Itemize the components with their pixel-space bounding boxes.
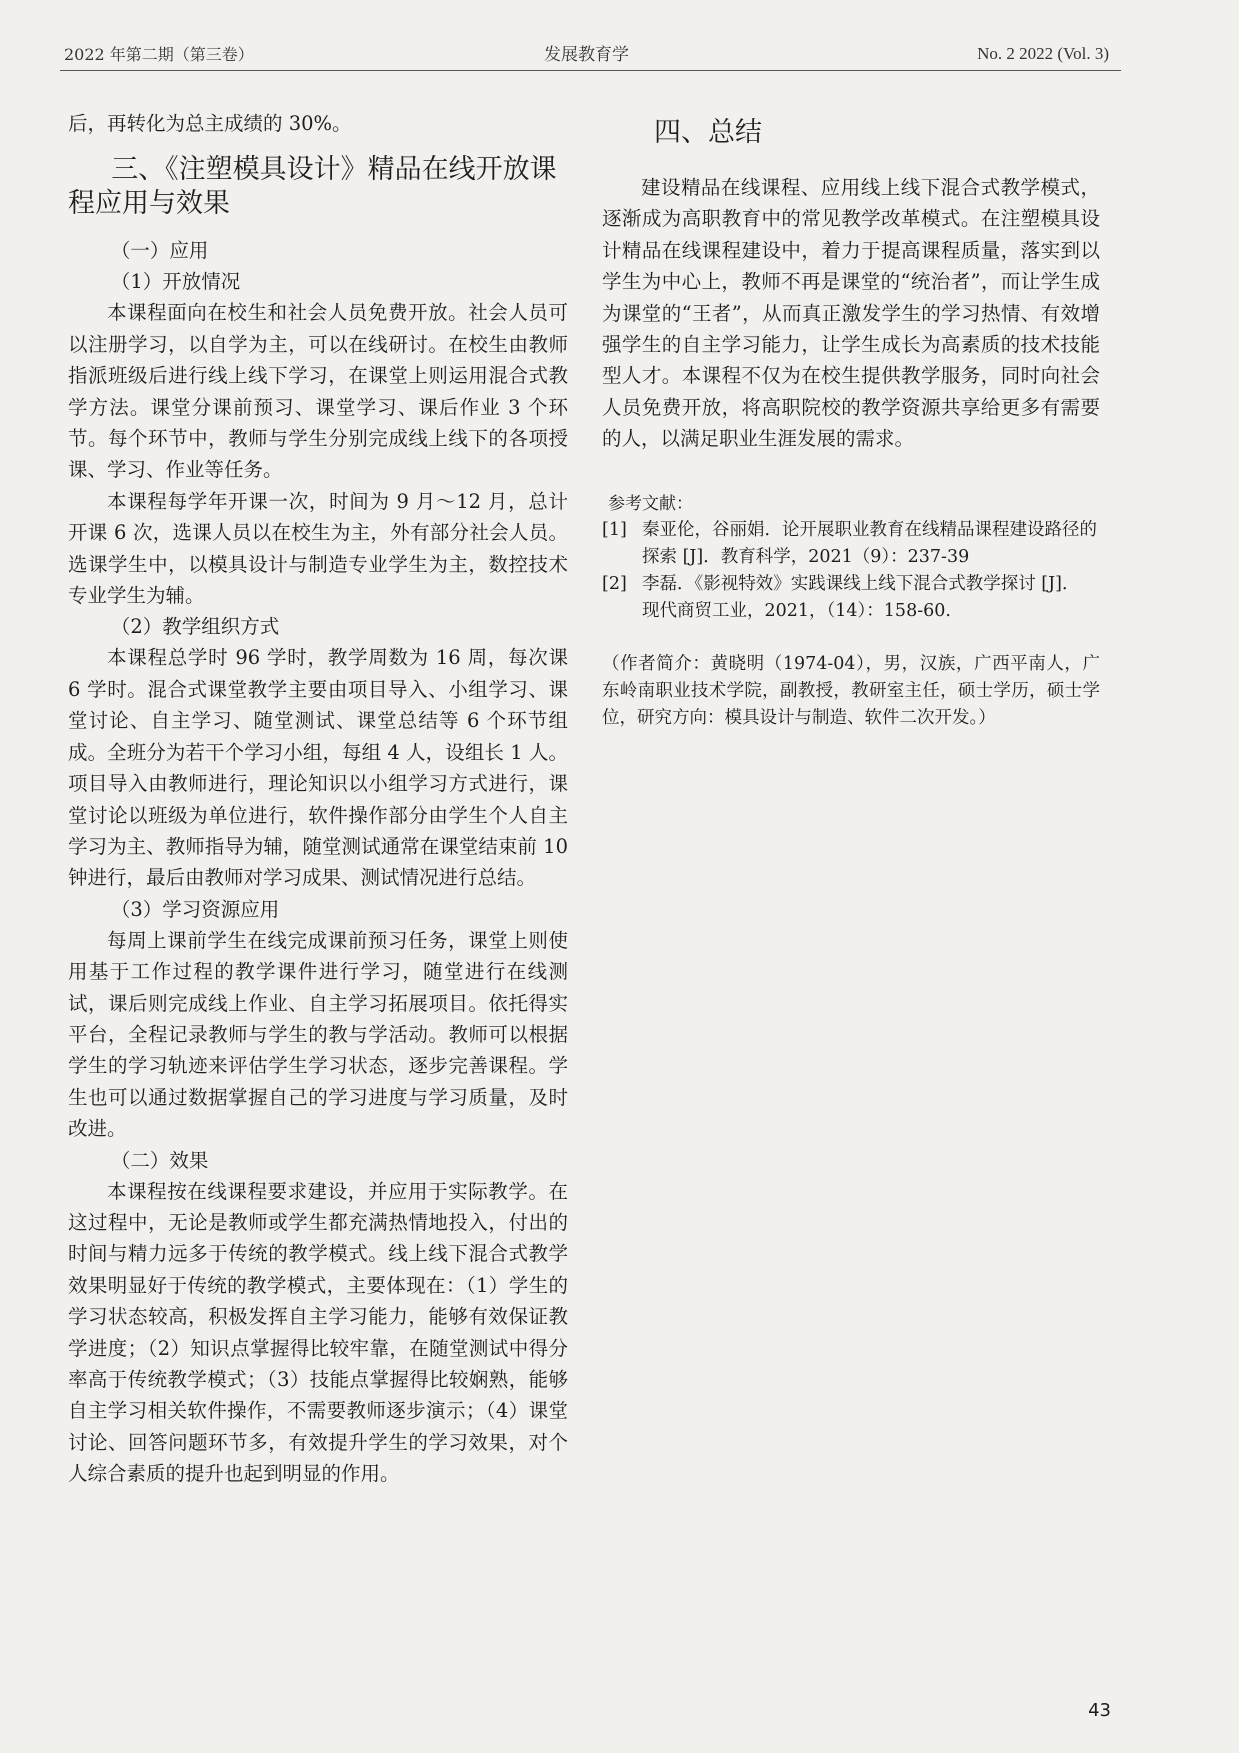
item-teaching-organization-heading: （2）教学组织方式 [110,615,280,639]
right-column [602,108,1100,732]
header-rule [60,70,1121,71]
reference-item [602,517,1100,571]
section-3-title: 三、《注塑模具设计》精品在线开放课程应用与效果 [68,154,557,220]
header-volume: No. 2 2022 (Vol. 3) [977,44,1109,63]
paragraph-teaching-organization: 本课程总学时 96 学时，教学周数为 16 周，每次课 6 学时。混合式课堂教学主要由项目导入、小组学习、课堂讨论、自主学习、随堂测试、课堂总结等 6 个环节组成。全班分为若干个学习小组，每组 4 人，设组长 1 人。项目导入由教师进行，理论知识以小组学习方式进行，课堂讨论以班级为单位进行，软件操作部分由学生个人自主学习为主、教师指导为辅，随堂测试通常在课堂结束前 10 钟进行，最后由教师对学习成果、测试情况进行总结。 [68,646,568,890]
item-open-status-heading: （1）开放情况 [110,270,241,294]
paragraph-open-status-1: 本课程面向在校生和社会人员免费开放。社会人员可以注册学习，以自学为主，可以在线研讨。在校生由教师指派班级后进行线上线下学习，在课堂上则运用混合式教学方法。课堂分课前预习、课堂学习、课后作业 3 个环节。每个环节中，教师与学生分别完成线上线下的各项授课、学习、作业等任务。 [68,301,568,482]
references [602,491,1100,625]
reference-number: [1] [602,519,627,540]
header-issue: 2022 年第二期（第三卷） [64,45,254,64]
left-column [68,108,568,1490]
subsection-effect-heading: （二）效果 [110,1148,209,1172]
reference-text: 李磊．《影视特效》实践课线上线下混合式教学探讨 [J]． 现代商贸工业，2021，（14）：158-60. [642,573,1080,621]
references-title: 参考文献： [608,493,693,514]
subsection-application-heading: （一）应用 [110,239,209,263]
paragraph-summary: 建设精品在线课程、应用线上线下混合式教学模式，逐渐成为高职教育中的常见教学改革模式。在注塑模具设计精品在线课程建设中，着力于提高课程质量，落实到以学生为中心上，教师不再是课堂的“统治者”，而让学生成为课堂的“王者”，从而真正激发学生的学习热情、有效增强学生的自主学习能力，让学生成长为高素质的技术技能型人才。本课程不仅为在校生提供教学服务，同时向社会人员免费开放，将高职院校的教学资源共享给更多有需要的人，以满足职业生涯发展的需求。 [602,176,1100,451]
paragraph-open-status-2: 本课程每学年开课一次，时间为 9 月～12 月，总计开课 6 次，选课人员以在校生为主，外有部分社会人员。选课学生中，以模具设计与制造专业学生为主，数控技术专业学生为辅。 [68,489,568,608]
running-header [64,38,1109,74]
item-learning-resources-heading: （3）学习资源应用 [110,897,280,921]
intro-line: 后，再转化为总主成绩的 30%。 [68,112,352,135]
reference-number: [2] [602,573,627,594]
section-4-title: 四、总结 [654,117,762,148]
paragraph-learning-resources: 每周上课前学生在线完成课前预习任务，课堂上则使用基于工作过程的教学课件进行学习，随堂进行在线测试，课后则完成线上作业、自主学习拓展项目。依托得实平台，全程记录教师与学生的教与学活动。教师可以根据学生的学习轨迹来评估学生学习状态，逐步完善课程。学生也可以通过数据掌握自己的学习进度与学习质量，及时改进。 [68,928,568,1141]
header-journal-title: 发展教育学 [544,45,629,65]
reference-item [602,571,1100,625]
page-number: 43 [1088,1700,1111,1721]
paragraph-effect: 本课程按在线课程要求建设，并应用于实际教学。在这过程中，无论是教师或学生都充满热情地投入，付出的时间与精力远多于传统的教学模式。线上线下混合式教学效果明显好于传统的教学模式，主要体现在：（1）学生的学习状态较高，积极发挥自主学习能力，能够有效保证教学进度；（2）知识点掌握得比较牢靠，在随堂测试中得分率高于传统教学模式；（3）技能点掌握得比较娴熟，能够自主学习相关软件操作，不需要教师逐步演示；（4）课堂讨论、回答问题环节多，有效提升学生的学习效果，对个人综合素质的提升也起到明显的作用。 [68,1179,568,1486]
reference-text: 秦亚伦，谷丽娟．论开展职业教育在线精品课程建设路径的探索 [J]．教育科学，2021（9）：237-39 [642,519,1097,567]
author-bio: （作者简介：黄晓明（1974-04），男，汉族，广西平南人，广东岭南职业技术学院，副教授，教研室主任，硕士学历，硕士学位，研究方向：模具设计与制造、软件二次开发。） [602,653,1100,728]
